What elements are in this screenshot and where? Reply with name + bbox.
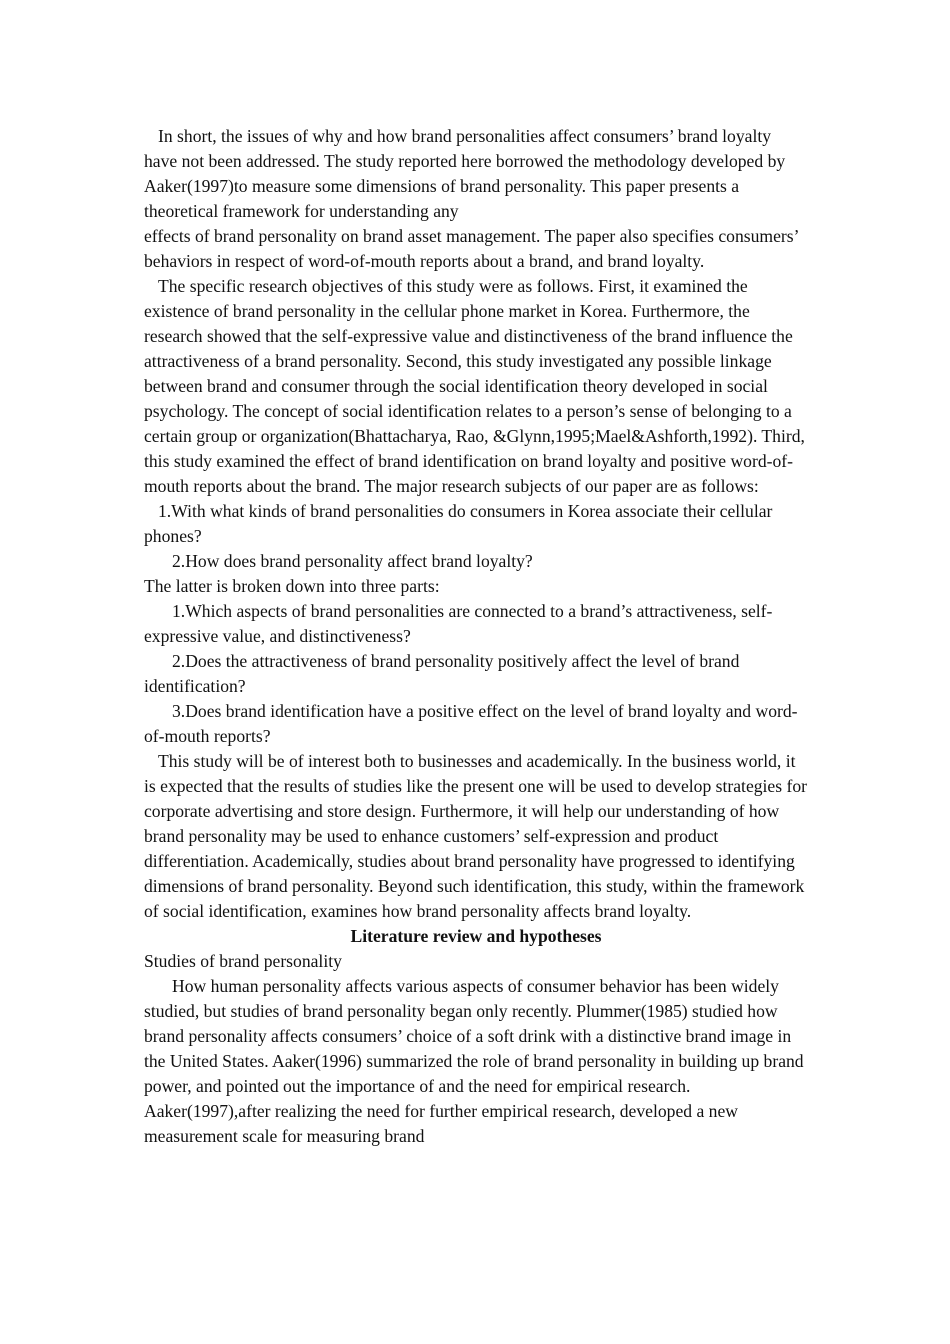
research-question-1: 1.With what kinds of brand personalities do consumers in Korea associate their cellular phones?	[144, 501, 773, 546]
subquestions-lead: The latter is broken down into three parts:	[144, 576, 440, 596]
paragraph-literature: How human personality affects various aspects of consumer behavior has been widely studied, but studies of brand personality began only recently. Plummer(1985) studied how brand personality affects consumers’ choice of a soft drink with a distinctive brand image in the United States. Aaker(1996) summarized the role of brand personality in building up brand power, and pointed out the importance of and the need for empirical research. Aaker(1997),after realizing the need for further empirical research, developed a new measurement scale for measuring brand	[144, 976, 804, 1146]
document-page	[144, 124, 808, 1149]
subsection-heading: Studies of brand personality	[144, 951, 342, 971]
subquestion-1: 1.Which aspects of brand personalities are connected to a brand’s attractiveness, self-expressive value, and distinctiveness?	[144, 601, 773, 646]
paragraph-objectives: The specific research objectives of this study were as follows. First, it examined the existence of brand personality in the cellular phone market in Korea. Furthermore, the research showed that the self-expressive value and distinctiveness of the brand influence the attractiveness of a brand personality. Second, this study investigated any possible linkage between brand and consumer through the social identification theory developed in social psychology. The concept of social identification relates to a person’s sense of belonging to a certain group or organization(Bhattacharya, Rao, &Glynn,1995;Mael&Ashforth,1992). Third, this study examined the effect of brand identification on brand loyalty and positive word-of-mouth reports about the brand. The major research subjects of our paper are as follows:	[144, 276, 805, 496]
subquestion-3: 3.Does brand identification have a positive effect on the level of brand loyalty and word-of-mouth reports?	[144, 701, 798, 746]
subquestion-2: 2.Does the attractiveness of brand personality positively affect the level of brand identification?	[144, 651, 740, 696]
section-heading: Literature review and hypotheses	[350, 926, 602, 946]
paragraph-intro-continued: effects of brand personality on brand asset management. The paper also specifies consumers’ behaviors in respect of word-of-mouth reports about a brand, and brand loyalty.	[144, 226, 799, 271]
research-question-2: 2.How does brand personality affect brand loyalty?	[172, 551, 533, 571]
paragraph-intro: In short, the issues of why and how brand personalities affect consumers’ brand loyalty have not been addressed. The study reported here borrowed the methodology developed by Aaker(1997)to measure some dimensions of brand personality. This paper presents a theoretical framework for understanding any	[144, 126, 786, 221]
paragraph-significance: This study will be of interest both to businesses and academically. In the business world, it is expected that the results of studies like the present one will be used to develop strategies for corporate advertising and store design. Furthermore, it will help our understanding of how brand personality may be used to enhance customers’ self-expression and product differentiation. Academically, studies about brand personality have progressed to identifying dimensions of brand personality. Beyond such identification, this study, within the framework of social identification, examines how brand personality affects brand loyalty.	[144, 751, 808, 921]
